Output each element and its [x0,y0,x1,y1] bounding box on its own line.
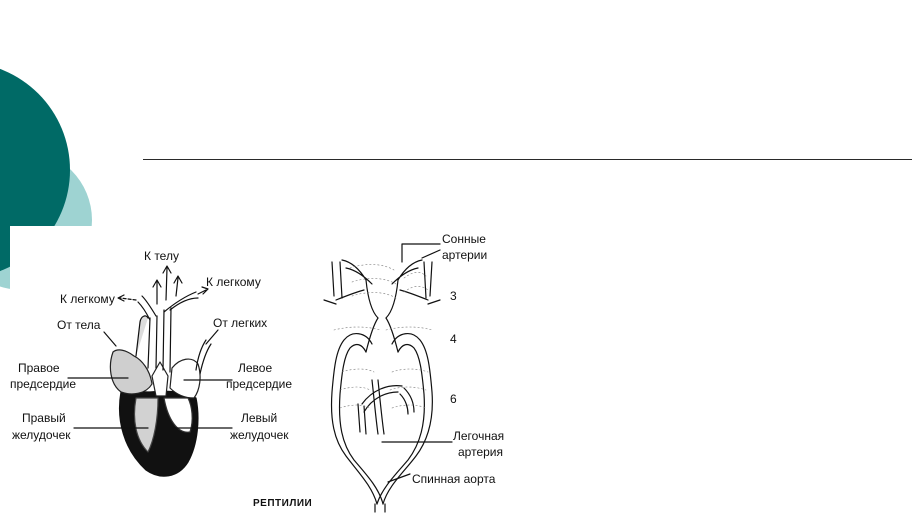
label-right-ventricle-2: желудочек [12,428,71,442]
leader-carotid-2 [422,250,440,258]
label-arch-3: 3 [450,289,457,303]
arrow-to-body-3 [174,276,182,296]
pulmonary-branch-right [164,292,198,312]
outer-arch-left [332,334,383,504]
label-to-body: К телу [144,249,179,263]
carotid-right [392,260,428,300]
label-from-body: От тела [57,318,101,332]
label-from-lungs: От легких [213,316,268,330]
label-carotid-2: артерии [442,248,488,262]
central-trunk [366,280,398,318]
leader-from-lungs [206,330,218,344]
label-left-ventricle-1: Левый [241,411,278,425]
pulmonary-artery-bundle [358,380,414,434]
label-to-lung-left: К легкому [60,292,115,306]
caption-reptiles: РЕПТИЛИИ [253,498,313,509]
arrow-to-body-1 [153,280,161,304]
leader-dorsal-aorta [388,474,410,482]
label-arch-6: 6 [450,392,457,406]
vena-cava [136,316,148,356]
right-atrium [110,350,152,394]
label-arch-4: 4 [450,332,457,346]
label-left-atrium-2: предсердие [226,377,293,391]
leader-from-body [104,332,116,346]
label-dorsal-aorta: Спинная аорта [412,472,496,486]
septum [152,362,168,396]
dorsal-aorta [375,504,385,512]
carotid-tip-left [324,262,342,304]
arrow-to-body-2 [163,266,171,300]
carotid-tip-right [424,262,440,304]
arch-junction [366,318,398,352]
label-right-atrium-2: предсердие [10,377,77,391]
label-to-lung-right: К легкому [206,275,261,289]
label-right-ventricle-1: Правый [22,411,66,425]
left-atrium [170,359,200,398]
label-right-atrium-1: Правое [18,361,60,375]
label-carotid-1: Сонные [442,232,486,246]
label-pulmonary-1: Легочная [453,429,505,443]
label-left-ventricle-2: желудочек [230,428,289,442]
label-pulmonary-2: артерия [458,445,503,459]
label-left-atrium-1: Левое [238,361,273,375]
